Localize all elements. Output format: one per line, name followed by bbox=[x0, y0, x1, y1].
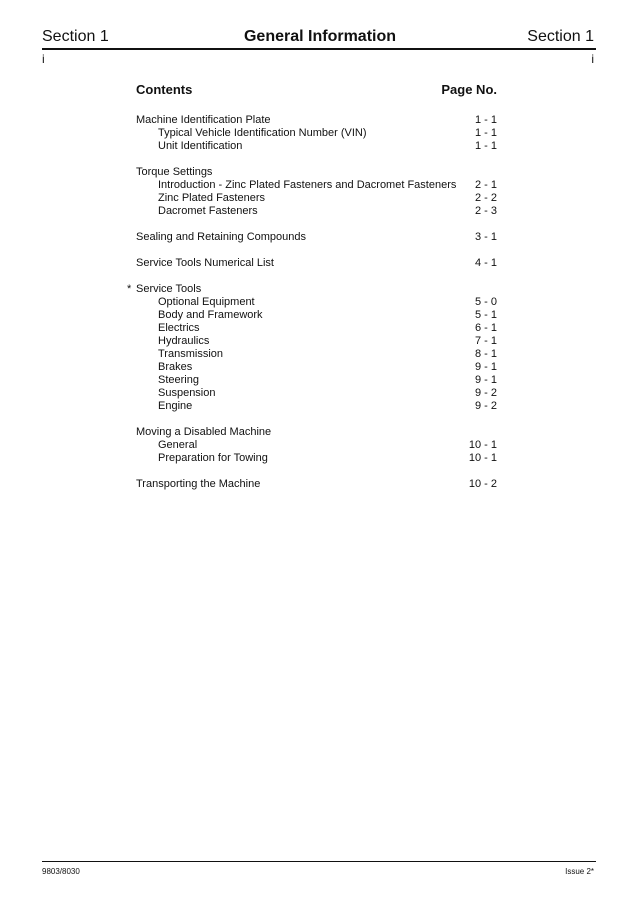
toc-subentry-page: 2 - 3 bbox=[474, 205, 497, 217]
toc-group bbox=[136, 166, 497, 218]
toc-subentry[interactable] bbox=[136, 205, 497, 218]
toc-subentry-title: Transmission bbox=[158, 348, 223, 360]
toc-subentry-page: 1 - 1 bbox=[474, 140, 497, 152]
toc-entry[interactable] bbox=[136, 166, 497, 179]
table-of-contents bbox=[127, 114, 497, 504]
toc-subentry-title: Brakes bbox=[158, 361, 193, 373]
revision-marker: * bbox=[127, 283, 132, 295]
toc-entry-title: Torque Settings bbox=[136, 166, 213, 178]
contents-title: Contents bbox=[136, 82, 193, 97]
toc-subentry-page: 7 - 1 bbox=[474, 335, 497, 347]
section-label-left: Section 1 bbox=[42, 28, 109, 45]
toc-subentry[interactable] bbox=[136, 192, 497, 205]
toc-subentry-page: 9 - 1 bbox=[474, 361, 497, 373]
toc-subentry-page: 6 - 1 bbox=[474, 322, 497, 334]
toc-subentry-title: Electrics bbox=[158, 322, 200, 334]
toc-entry[interactable] bbox=[136, 478, 497, 491]
toc-entry-title: Moving a Disabled Machine bbox=[136, 426, 272, 438]
page-number-left: i bbox=[42, 52, 45, 66]
issue-label: Issue 2* bbox=[565, 867, 594, 876]
footer-rule bbox=[42, 861, 596, 862]
page-title: General Information bbox=[243, 28, 397, 45]
toc-entry-title: Service Tools Numerical List bbox=[136, 257, 274, 269]
toc-subentry[interactable] bbox=[136, 361, 497, 374]
toc-entry-title: Sealing and Retaining Compounds bbox=[136, 231, 307, 243]
toc-subentry[interactable] bbox=[136, 322, 497, 335]
toc-subentry-page: 5 - 1 bbox=[474, 309, 497, 321]
toc-subentry-title: Typical Vehicle Identification Number (VIN) bbox=[158, 127, 367, 139]
toc-entry[interactable] bbox=[127, 283, 497, 296]
toc-subentry-title: Unit Identification bbox=[158, 140, 243, 152]
toc-subentry-page: 10 - 1 bbox=[468, 452, 497, 464]
toc-subentry[interactable] bbox=[136, 335, 497, 348]
toc-subentry-title: General bbox=[158, 439, 198, 451]
toc-subentry[interactable] bbox=[136, 348, 497, 361]
page-number-right: i bbox=[591, 52, 594, 66]
toc-group bbox=[136, 257, 497, 270]
toc-subentry-title: Suspension bbox=[158, 387, 216, 399]
toc-subentry-title: Introduction - Zinc Plated Fasteners and Dacromet Fasteners bbox=[158, 179, 457, 191]
toc-subentry[interactable] bbox=[136, 387, 497, 400]
toc-subentry[interactable] bbox=[136, 452, 497, 465]
toc-subentry-title: Engine bbox=[158, 400, 193, 412]
toc-subentry[interactable] bbox=[136, 400, 497, 413]
toc-group bbox=[136, 114, 497, 153]
toc-subentry-title: Zinc Plated Fasteners bbox=[158, 192, 265, 204]
toc-subentry-page: 2 - 2 bbox=[474, 192, 497, 204]
toc-subentry[interactable] bbox=[136, 296, 497, 309]
toc-subentry-title: Hydraulics bbox=[158, 335, 210, 347]
toc-subentry[interactable] bbox=[136, 140, 497, 153]
contents-header bbox=[136, 82, 497, 98]
toc-subentry[interactable] bbox=[136, 179, 497, 192]
toc-subentry-title: Preparation for Towing bbox=[158, 452, 268, 464]
section-label-right: Section 1 bbox=[527, 28, 594, 45]
toc-entry-page: 1 - 1 bbox=[474, 114, 497, 126]
toc-subentry-title: Dacromet Fasteners bbox=[158, 205, 258, 217]
header-rule bbox=[42, 48, 596, 50]
toc-subentry-page: 10 - 1 bbox=[468, 439, 497, 451]
toc-subentry-page: 5 - 0 bbox=[474, 296, 497, 308]
toc-subentry-page: 9 - 2 bbox=[474, 387, 497, 399]
toc-subentry[interactable] bbox=[136, 309, 497, 322]
toc-subentry-page: 9 - 1 bbox=[474, 374, 497, 386]
toc-group bbox=[136, 426, 497, 465]
toc-entry-title: Service Tools bbox=[136, 283, 202, 295]
toc-subentry-page: 8 - 1 bbox=[474, 348, 497, 360]
toc-entry-title: Transporting the Machine bbox=[136, 478, 261, 490]
toc-subentry-page: 9 - 2 bbox=[474, 400, 497, 412]
toc-group bbox=[136, 478, 497, 491]
toc-subentry[interactable] bbox=[136, 127, 497, 140]
page-no-column-label: Page No. bbox=[441, 82, 497, 97]
toc-entry[interactable] bbox=[136, 114, 497, 127]
document-number: 9803/8030 bbox=[42, 867, 80, 876]
toc-subentry-page: 1 - 1 bbox=[474, 127, 497, 139]
toc-subentry-title: Steering bbox=[158, 374, 199, 386]
toc-subentry-title: Body and Framework bbox=[158, 309, 263, 321]
toc-subentry-title: Optional Equipment bbox=[158, 296, 255, 308]
toc-entry[interactable] bbox=[136, 426, 497, 439]
toc-entry-page: 3 - 1 bbox=[474, 231, 497, 243]
toc-subentry[interactable] bbox=[136, 439, 497, 452]
toc-subentry-page: 2 - 1 bbox=[474, 179, 497, 191]
toc-entry-page: 10 - 2 bbox=[468, 478, 497, 490]
toc-entry-title: Machine Identification Plate bbox=[136, 114, 271, 126]
toc-group bbox=[127, 283, 497, 413]
toc-subentry[interactable] bbox=[136, 374, 497, 387]
toc-entry-page: 4 - 1 bbox=[474, 257, 497, 269]
toc-entry[interactable] bbox=[136, 231, 497, 244]
toc-entry[interactable] bbox=[136, 257, 497, 270]
toc-group bbox=[136, 231, 497, 244]
